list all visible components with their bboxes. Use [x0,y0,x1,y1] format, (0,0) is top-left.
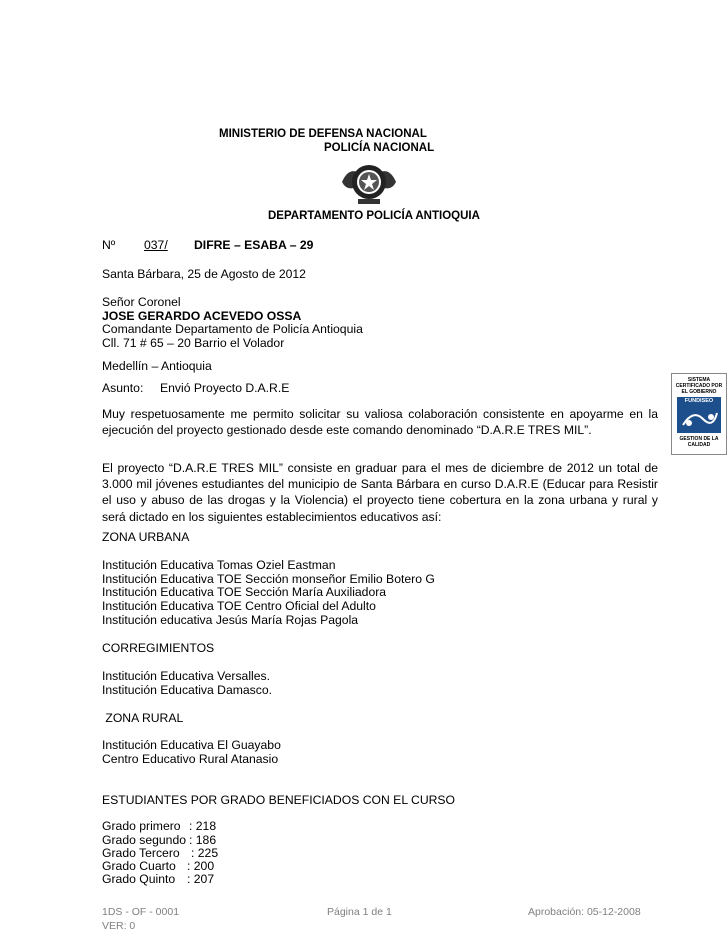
grade-label: Grado primero [102,819,181,833]
grade-row [102,872,215,886]
badge-top-text: SISTEMA CERTIFICADO POR EL GOBIERNO [675,377,723,395]
subject-label: Asunto: [102,381,144,395]
grade-label: Grado Tercero [102,846,180,860]
footer-code: 1DS - OF - 0001 [102,906,180,918]
police-emblem [340,158,398,206]
date-line: Santa Bárbara, 25 de Agosto de 2012 [102,267,306,281]
grade-value: : 186 [189,833,217,847]
reference-number-label: Nº [102,238,116,252]
certification-badge [671,373,727,455]
badge-brand: FUNDISEO [684,398,714,404]
list-item: Institución Educativa Damasco. [102,683,273,697]
badge-logo [677,397,721,433]
recipient-name: JOSE GERARDO ACEVEDO OSSA [102,309,302,323]
grade-label: Grado Cuarto [102,859,176,873]
footer-version: VER: 0 [102,920,136,932]
grade-row [102,846,219,860]
grade-value: : 225 [191,846,219,860]
department-heading: DEPARTAMENTO POLICÍA ANTIOQUIA [268,210,480,222]
reference-code: DIFRE – ESABA – 29 [194,238,314,252]
paragraph-project: El proyecto “D.A.R.E TRES MIL” consiste en graduar para el mes de diciembre de 2012 un total de 3.000 mil jóvenes estudiantes del municipio de Santa Bárbara en curso D.A.R.E (Educar para Resistir el uso y abuso de las drogas y la Violencia) el proyecto tiene cobertura en la zona urbana y rural y será dictado en los siguientes establecimientos educativos así: [102,461,658,524]
list-item: Institución educativa Jesús María Rojas Pagola [102,613,359,627]
recipient-city: Medellín – Antioquia [102,359,212,373]
list-item: Institución Educativa Versalles. [102,669,271,683]
grade-row [102,859,215,873]
zona-urbana-heading: ZONA URBANA [102,530,190,544]
students-heading: ESTUDIANTES POR GRADO BENEFICIADOS CON EL CURSO [102,793,456,807]
grade-label: Grado Quinto [102,872,176,886]
list-item: Institución Educativa TOE Sección monseñor Emilio Botero G [102,572,435,586]
list-item: Institución Educativa Tomas Oziel Eastman [102,558,336,572]
grade-value: : 218 [189,819,217,833]
recipient-address: Cll. 71 # 65 – 20 Barrio el Volador [102,336,285,350]
paragraph-request: Muy respetuosamente me permito solicitar su valiosa colaboración consistente en apoyarme en la ejecución del proyecto gestionado desde este comando denominado “D.A.R.E TRES MIL”. [102,407,658,438]
police-heading: POLICÍA NACIONAL [324,142,435,154]
footer-approval: Aprobación: 05-12-2008 [528,906,641,918]
reference-number: 037/ [144,238,168,252]
reference-line [102,238,314,252]
grade-value: : 207 [187,872,215,886]
grade-row [102,833,217,847]
list-item: Institución Educativa El Guayabo [102,738,281,752]
subject-line [102,381,290,395]
grade-label: Grado segundo [102,833,187,847]
ministry-heading: MINISTERIO DE DEFENSA NACIONAL [219,128,427,140]
corregimientos-heading: CORREGIMIENTOS [102,641,215,655]
grade-row [102,819,217,833]
recipient-title: Señor Coronel [102,295,181,309]
grade-value: : 200 [187,859,215,873]
list-item: Institución Educativa TOE Centro Oficial del Adulto [102,599,376,613]
footer-page: Página 1 de 1 [327,906,392,918]
badge-graphic-icon [677,405,721,433]
recipient-position: Comandante Departamento de Policía Antioquia [102,322,363,336]
list-item: Institución Educativa TOE Sección María Auxiliadora [102,585,387,599]
badge-bottom-text: GESTION DE LA CALIDAD [679,436,719,448]
subject-text: Envió Proyecto D.A.R.E [160,381,290,395]
list-item: Centro Educativo Rural Atanasio [102,752,279,766]
zona-rural-heading: ZONA RURAL [102,711,184,725]
